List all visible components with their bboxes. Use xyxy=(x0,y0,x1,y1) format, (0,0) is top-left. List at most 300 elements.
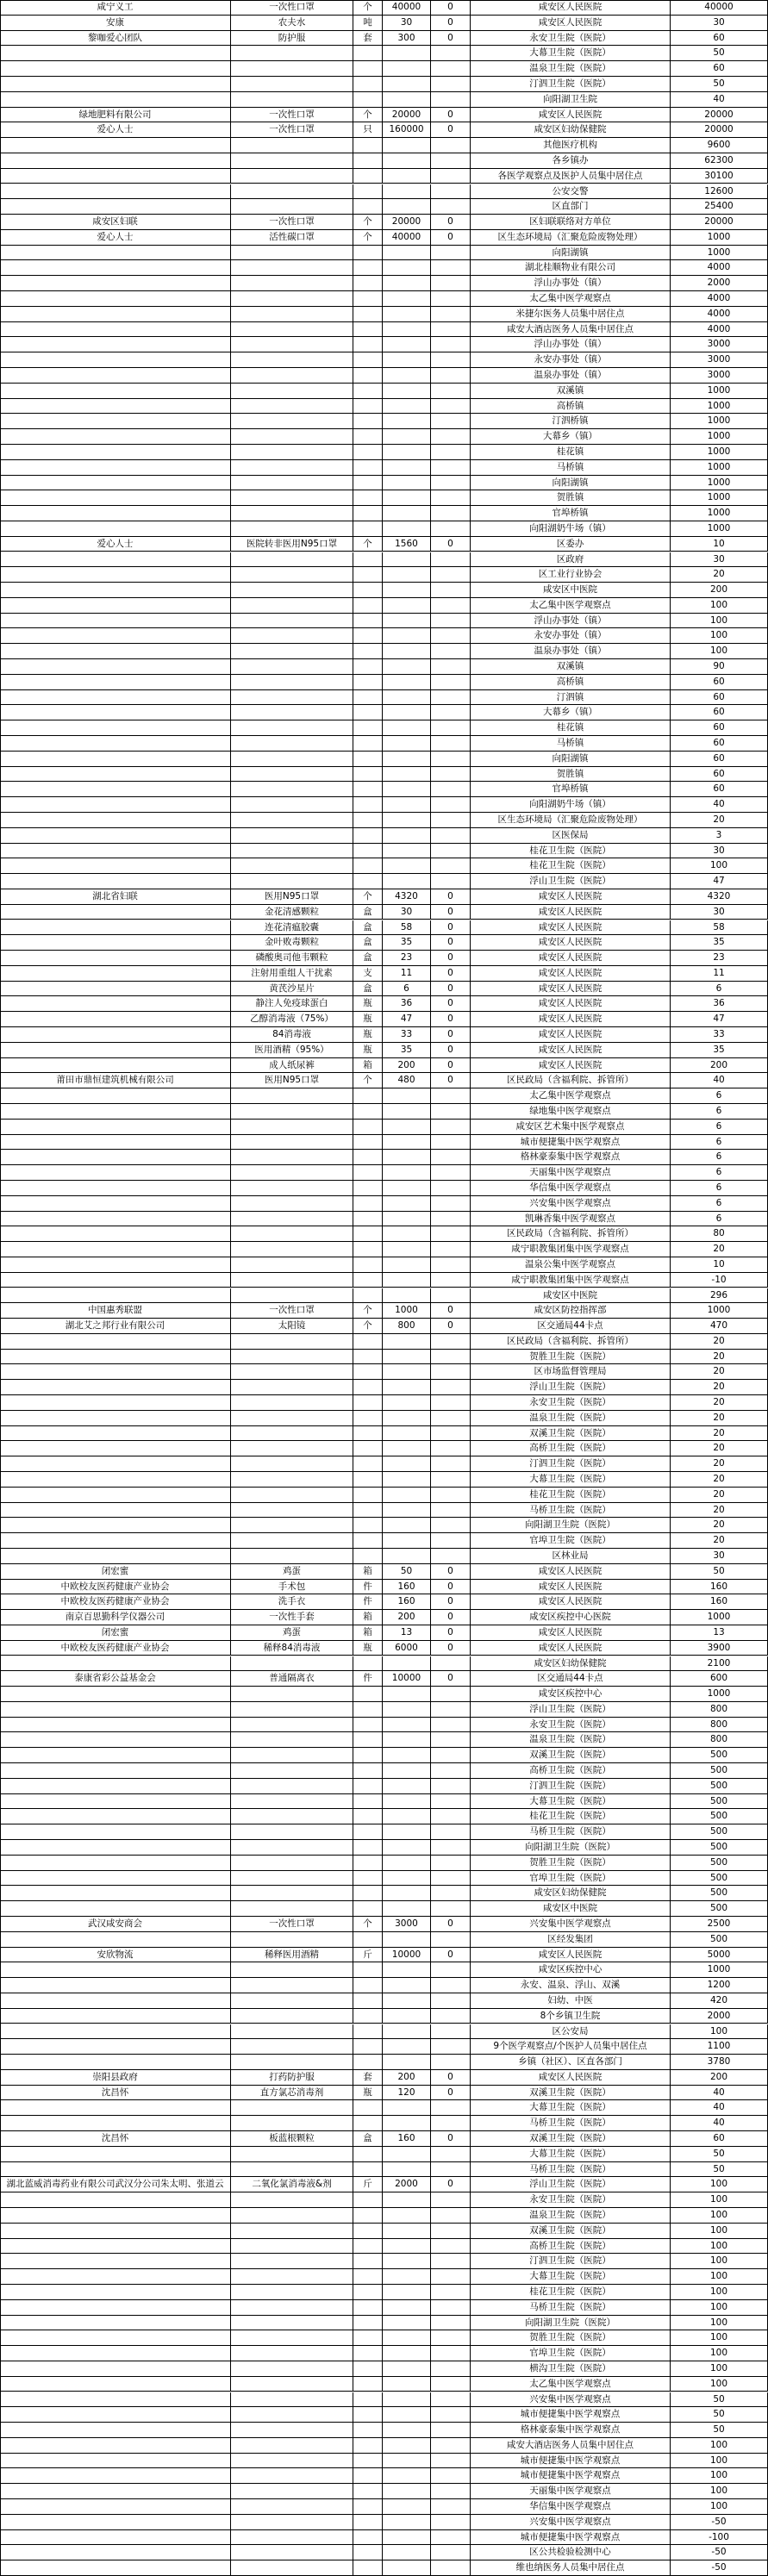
unit-cell: 瓶 xyxy=(353,996,383,1012)
recipient-cell: 向阳湖镇 xyxy=(471,476,671,491)
remaining-cell xyxy=(431,1364,471,1380)
distributed-cell: 60 xyxy=(671,2131,768,2147)
donor-cell xyxy=(0,2009,231,2024)
remaining-cell xyxy=(431,1288,471,1304)
donor-cell xyxy=(0,844,231,859)
item-cell xyxy=(231,460,353,476)
donor-cell xyxy=(0,1886,231,1901)
quantity-cell xyxy=(383,1518,431,1533)
distributed-cell: 1000 xyxy=(671,1610,768,1625)
unit-cell xyxy=(353,2454,383,2469)
donor-cell xyxy=(0,828,231,844)
distributed-cell: 1000 xyxy=(671,490,768,506)
remaining-cell xyxy=(431,1088,471,1104)
item-cell: 手术包 xyxy=(231,1580,353,1595)
donor-cell xyxy=(0,2560,231,2576)
quantity-cell xyxy=(383,429,431,445)
quantity-cell xyxy=(383,675,431,690)
distributed-cell: 100 xyxy=(671,2285,768,2300)
unit-cell: 个 xyxy=(353,1319,383,1334)
unit-cell xyxy=(353,1242,383,1257)
quantity-cell xyxy=(383,2147,431,2162)
item-cell xyxy=(231,1196,353,1212)
distributed-cell: 58 xyxy=(671,920,768,936)
unit-cell xyxy=(353,1196,383,1212)
item-cell xyxy=(231,1441,353,1456)
quantity-cell xyxy=(383,1120,431,1135)
donor-cell xyxy=(0,583,231,598)
donor-cell xyxy=(0,1196,231,1212)
quantity-cell xyxy=(383,1962,431,1978)
remaining-cell xyxy=(431,1135,471,1151)
remaining-cell xyxy=(431,1165,471,1181)
unit-cell xyxy=(353,1426,383,1442)
unit-cell xyxy=(353,1687,383,1702)
item-cell xyxy=(231,77,353,92)
quantity-cell xyxy=(383,767,431,783)
quantity-cell xyxy=(383,199,431,215)
distributed-cell: 500 xyxy=(671,1809,768,1824)
recipient-cell: 大幕卫生院（医院） xyxy=(471,46,671,61)
quantity-cell: 35 xyxy=(383,935,431,951)
remaining-cell xyxy=(431,813,471,828)
remaining-cell: 0 xyxy=(431,935,471,951)
donor-cell xyxy=(0,1809,231,1824)
quantity-cell xyxy=(383,628,431,644)
unit-cell xyxy=(353,1656,383,1672)
item-cell xyxy=(231,291,353,307)
item-cell xyxy=(231,2192,353,2208)
donor-cell xyxy=(0,199,231,215)
quantity-cell: 6000 xyxy=(383,1641,431,1656)
quantity-cell: 30 xyxy=(383,905,431,920)
quantity-cell xyxy=(383,476,431,491)
unit-cell xyxy=(353,1518,383,1533)
item-cell: 防护服 xyxy=(231,31,353,47)
recipient-cell: 咸安大酒店医务人员集中居住点 xyxy=(471,2438,671,2454)
quantity-cell xyxy=(383,720,431,736)
item-cell xyxy=(231,1886,353,1901)
item-cell xyxy=(231,1732,353,1748)
distributed-cell: 50 xyxy=(671,2423,768,2438)
remaining-cell xyxy=(431,1150,471,1165)
distributed-cell: 500 xyxy=(671,1748,768,1763)
remaining-cell xyxy=(431,153,471,169)
distributed-cell: 20 xyxy=(671,1350,768,1365)
distributed-cell: 100 xyxy=(671,2024,768,2040)
unit-cell xyxy=(353,2392,383,2408)
recipient-cell: 区委办 xyxy=(471,537,671,552)
donor-cell xyxy=(0,874,231,889)
quantity-cell xyxy=(383,1856,431,1871)
item-cell xyxy=(231,1718,353,1733)
recipient-cell: 马桥卫生院（医院） xyxy=(471,2300,671,2316)
item-cell: 打药防护服 xyxy=(231,2070,353,2086)
unit-cell: 件 xyxy=(353,1671,383,1687)
quantity-cell xyxy=(383,2407,431,2423)
recipient-cell: 凯琳香集中医学观察点 xyxy=(471,1212,671,1227)
quantity-cell xyxy=(383,2055,431,2070)
remaining-cell xyxy=(431,1242,471,1257)
donor-cell xyxy=(0,1135,231,1151)
remaining-cell: 0 xyxy=(431,996,471,1012)
recipient-cell: 向阳湖卫生院（医院） xyxy=(471,1518,671,1533)
recipient-cell: 咸安区人民医院 xyxy=(471,0,671,16)
quantity-cell xyxy=(383,1226,431,1242)
item-cell xyxy=(231,153,353,169)
remaining-cell xyxy=(431,1411,471,1426)
quantity-cell xyxy=(383,2269,431,2285)
unit-cell: 瓶 xyxy=(353,1012,383,1027)
remaining-cell xyxy=(431,2224,471,2239)
recipient-cell: 咸安区人民医院 xyxy=(471,108,671,123)
quantity-cell xyxy=(383,1181,431,1196)
remaining-cell xyxy=(431,1472,471,1488)
quantity-cell xyxy=(383,690,431,706)
distributed-cell: 20 xyxy=(671,1533,768,1549)
remaining-cell xyxy=(431,598,471,614)
item-cell: 太阳镜 xyxy=(231,1319,353,1334)
recipient-cell: 其他医疗机构 xyxy=(471,138,671,153)
unit-cell xyxy=(353,1824,383,1840)
donor-cell xyxy=(0,1748,231,1763)
unit-cell xyxy=(353,2162,383,2178)
remaining-cell: 0 xyxy=(431,537,471,552)
item-cell xyxy=(231,736,353,752)
donor-cell xyxy=(0,1779,231,1794)
quantity-cell xyxy=(383,1718,431,1733)
recipient-cell: 汀泗镇 xyxy=(471,690,671,706)
remaining-cell xyxy=(431,2560,471,2576)
distributed-cell: 200 xyxy=(671,2070,768,2086)
distributed-cell: 20 xyxy=(671,1380,768,1395)
donor-cell xyxy=(0,1978,231,1993)
unit-cell xyxy=(353,476,383,491)
remaining-cell xyxy=(431,720,471,736)
unit-cell xyxy=(353,92,383,108)
quantity-cell xyxy=(383,1380,431,1395)
remaining-cell: 0 xyxy=(431,1073,471,1088)
distributed-cell: 3000 xyxy=(671,352,768,368)
donor-cell: 中欧校友医药健康产业协会 xyxy=(0,1594,231,1610)
unit-cell xyxy=(353,2208,383,2224)
item-cell xyxy=(231,1871,353,1887)
donor-cell xyxy=(0,905,231,920)
unit-cell: 盒 xyxy=(353,982,383,997)
recipient-cell: 永安卫生院（医院） xyxy=(471,31,671,47)
quantity-cell xyxy=(383,2009,431,2024)
item-cell xyxy=(231,2423,353,2438)
unit-cell: 个 xyxy=(353,108,383,123)
item-cell: 一次性口罩 xyxy=(231,215,353,230)
item-cell xyxy=(231,61,353,77)
donor-cell xyxy=(0,1472,231,1488)
remaining-cell xyxy=(431,1212,471,1227)
quantity-cell: 480 xyxy=(383,1073,431,1088)
remaining-cell xyxy=(431,782,471,797)
recipient-cell: 格林豪泰集中医学观察点 xyxy=(471,1150,671,1165)
recipient-cell: 城市便捷集中医学观察点 xyxy=(471,2468,671,2484)
donor-cell xyxy=(0,352,231,368)
recipient-cell: 区交通局44卡点 xyxy=(471,1671,671,1687)
distributed-cell: 10 xyxy=(671,537,768,552)
quantity-cell xyxy=(383,1809,431,1824)
remaining-cell xyxy=(431,828,471,844)
distributed-cell: 9600 xyxy=(671,138,768,153)
remaining-cell: 0 xyxy=(431,2131,471,2147)
distributed-cell: 420 xyxy=(671,1993,768,2009)
remaining-cell xyxy=(431,1104,471,1120)
quantity-cell xyxy=(383,506,431,521)
distributed-cell: 470 xyxy=(671,1319,768,1334)
quantity-cell xyxy=(383,858,431,874)
remaining-cell xyxy=(431,384,471,399)
donor-cell xyxy=(0,2530,231,2546)
item-cell xyxy=(231,1088,353,1104)
remaining-cell xyxy=(431,1779,471,1794)
remaining-cell xyxy=(431,246,471,261)
quantity-cell: 1560 xyxy=(383,537,431,552)
donor-cell xyxy=(0,1901,231,1917)
item-cell xyxy=(231,1503,353,1519)
unit-cell xyxy=(353,1212,383,1227)
item-cell xyxy=(231,1456,353,1472)
unit-cell xyxy=(353,199,383,215)
distributed-cell: 20 xyxy=(671,567,768,583)
unit-cell xyxy=(353,2285,383,2300)
item-cell xyxy=(231,1488,353,1503)
recipient-cell: 汀泗桥镇 xyxy=(471,414,671,429)
unit-cell xyxy=(353,1120,383,1135)
unit-cell xyxy=(353,1533,383,1549)
remaining-cell: 0 xyxy=(431,1012,471,1027)
item-cell xyxy=(231,874,353,889)
quantity-cell: 160 xyxy=(383,1594,431,1610)
recipient-cell: 大幕卫生院（医院） xyxy=(471,2269,671,2285)
recipient-cell: 咸安区人民医院 xyxy=(471,1641,671,1656)
unit-cell xyxy=(353,307,383,322)
unit-cell xyxy=(353,1978,383,1993)
recipient-cell: 咸安区人民医院 xyxy=(471,935,671,951)
remaining-cell xyxy=(431,2192,471,2208)
donor-cell xyxy=(0,414,231,429)
remaining-cell: 0 xyxy=(431,1948,471,1963)
quantity-cell xyxy=(383,1273,431,1288)
donor-cell xyxy=(0,690,231,706)
recipient-cell: 官埠桥镇 xyxy=(471,782,671,797)
distributed-cell: 100 xyxy=(671,2316,768,2331)
recipient-cell: 贺胜镇 xyxy=(471,767,671,783)
distributed-cell: 3000 xyxy=(671,337,768,352)
remaining-cell xyxy=(431,1978,471,1993)
unit-cell xyxy=(353,1441,383,1456)
unit-cell: 斤 xyxy=(353,1948,383,1963)
distributed-cell: 800 xyxy=(671,1702,768,1718)
recipient-cell: 马桥卫生院（医院） xyxy=(471,1503,671,1519)
quantity-cell xyxy=(383,490,431,506)
remaining-cell xyxy=(431,1518,471,1533)
remaining-cell xyxy=(431,322,471,338)
distributed-cell: 30 xyxy=(671,1549,768,1564)
unit-cell xyxy=(353,352,383,368)
distributed-cell: 20 xyxy=(671,1364,768,1380)
unit-cell: 盒 xyxy=(353,920,383,936)
donor-cell xyxy=(0,813,231,828)
remaining-cell xyxy=(431,583,471,598)
quantity-cell: 20000 xyxy=(383,108,431,123)
donor-cell: 中欧校友医药健康产业协会 xyxy=(0,1641,231,1656)
remaining-cell: 0 xyxy=(431,122,471,138)
distributed-cell: -50 xyxy=(671,2560,768,2576)
recipient-cell: 向阳湖镇 xyxy=(471,246,671,261)
donor-cell xyxy=(0,982,231,997)
unit-cell xyxy=(353,2116,383,2131)
item-cell xyxy=(231,720,353,736)
unit-cell xyxy=(353,2009,383,2024)
recipient-cell: 向阳湖镇 xyxy=(471,752,671,767)
quantity-cell xyxy=(383,260,431,276)
unit-cell xyxy=(353,337,383,352)
quantity-cell xyxy=(383,1732,431,1748)
recipient-cell: 区妇联联络对方单位 xyxy=(471,215,671,230)
unit-cell: 盒 xyxy=(353,905,383,920)
unit-cell xyxy=(353,2515,383,2530)
item-cell xyxy=(231,1472,353,1488)
item-cell xyxy=(231,169,353,184)
quantity-cell xyxy=(383,368,431,384)
remaining-cell xyxy=(431,2392,471,2408)
remaining-cell xyxy=(431,1886,471,1901)
recipient-cell: 区生态环境局（汇聚危险废物处理） xyxy=(471,230,671,246)
item-cell: 一次性口罩 xyxy=(231,122,353,138)
recipient-cell: 咸安区人民医院 xyxy=(471,1043,671,1058)
unit-cell xyxy=(353,1901,383,1917)
remaining-cell xyxy=(431,2009,471,2024)
remaining-cell xyxy=(431,858,471,874)
unit-cell xyxy=(353,1456,383,1472)
recipient-cell: 公安交警 xyxy=(471,184,671,200)
quantity-cell xyxy=(383,1350,431,1365)
item-cell xyxy=(231,2039,353,2055)
remaining-cell xyxy=(431,307,471,322)
remaining-cell: 0 xyxy=(431,889,471,905)
unit-cell xyxy=(353,460,383,476)
donor-cell: 湖北蓝威消毒药业有限公司武汉分公司朱太明、张道云 xyxy=(0,2177,231,2192)
remaining-cell xyxy=(431,2162,471,2178)
remaining-cell xyxy=(431,1120,471,1135)
donor-cell xyxy=(0,322,231,338)
distributed-cell: 1000 xyxy=(671,460,768,476)
remaining-cell xyxy=(431,490,471,506)
remaining-cell xyxy=(431,1273,471,1288)
unit-cell: 箱 xyxy=(353,1625,383,1641)
donor-cell xyxy=(0,77,231,92)
item-cell: 磷酸奥司他韦颗粒 xyxy=(231,951,353,966)
donor-cell xyxy=(0,1518,231,1533)
recipient-cell: 桂花卫生院（医院） xyxy=(471,858,671,874)
distributed-cell: 1100 xyxy=(671,2039,768,2055)
item-cell xyxy=(231,1702,353,1718)
unit-cell xyxy=(353,2330,383,2346)
remaining-cell xyxy=(431,1395,471,1411)
quantity-cell xyxy=(383,1824,431,1840)
donor-cell: 崇阳县政府 xyxy=(0,2070,231,2086)
unit-cell xyxy=(353,1549,383,1564)
remaining-cell: 0 xyxy=(431,1058,471,1074)
quantity-cell: 40000 xyxy=(383,0,431,16)
donor-cell xyxy=(0,92,231,108)
quantity-cell xyxy=(383,1334,431,1350)
distributed-cell: 500 xyxy=(671,1824,768,1840)
unit-cell xyxy=(353,1809,383,1824)
recipient-cell: 咸安区人民医院 xyxy=(471,1564,671,1580)
distributed-cell: 100 xyxy=(671,2239,768,2255)
item-cell xyxy=(231,844,353,859)
remaining-cell xyxy=(431,46,471,61)
unit-cell xyxy=(353,429,383,445)
distributed-cell: 6 xyxy=(671,1104,768,1120)
quantity-cell xyxy=(383,1503,431,1519)
remaining-cell xyxy=(431,1533,471,1549)
recipient-cell: 永安卫生院（医院） xyxy=(471,2192,671,2208)
item-cell xyxy=(231,2515,353,2530)
remaining-cell xyxy=(431,414,471,429)
unit-cell xyxy=(353,2192,383,2208)
donor-cell xyxy=(0,368,231,384)
unit-cell xyxy=(353,1257,383,1273)
donor-cell xyxy=(0,1840,231,1856)
donor-cell xyxy=(0,169,231,184)
item-cell xyxy=(231,2377,353,2392)
quantity-cell xyxy=(383,2515,431,2530)
remaining-cell xyxy=(431,1257,471,1273)
unit-cell xyxy=(353,858,383,874)
recipient-cell: 向阳湖卫生院 xyxy=(471,92,671,108)
unit-cell xyxy=(353,1748,383,1763)
recipient-cell: 永安卫生院（医院） xyxy=(471,1718,671,1733)
remaining-cell xyxy=(431,2254,471,2269)
unit-cell xyxy=(353,1334,383,1350)
unit-cell xyxy=(353,2254,383,2269)
distributed-cell: 80 xyxy=(671,1226,768,1242)
donor-cell xyxy=(0,1856,231,1871)
item-cell xyxy=(231,767,353,783)
remaining-cell: 0 xyxy=(431,2177,471,2192)
distributed-cell: 100 xyxy=(671,2346,768,2361)
distributed-cell: 20 xyxy=(671,1395,768,1411)
quantity-cell xyxy=(383,460,431,476)
remaining-cell xyxy=(431,690,471,706)
quantity-cell: 33 xyxy=(383,1027,431,1043)
distributed-cell: 30 xyxy=(671,844,768,859)
remaining-cell xyxy=(431,874,471,889)
quantity-cell xyxy=(383,276,431,291)
recipient-cell: 城市便捷集中医学观察点 xyxy=(471,2530,671,2546)
recipient-cell: 太乙集中医学观察点 xyxy=(471,2377,671,2392)
remaining-cell xyxy=(431,429,471,445)
unit-cell: 瓶 xyxy=(353,1641,383,1656)
recipient-cell: 马桥镇 xyxy=(471,460,671,476)
distributed-cell: 40 xyxy=(671,797,768,813)
distributed-cell: 20 xyxy=(671,813,768,828)
quantity-cell xyxy=(383,598,431,614)
donor-cell: 湖北艾之邦行业有限公司 xyxy=(0,1319,231,1334)
recipient-cell: 高桥卫生院（医院） xyxy=(471,2239,671,2255)
item-cell xyxy=(231,1395,353,1411)
recipient-cell: 咸安区妇幼保健院 xyxy=(471,122,671,138)
quantity-cell xyxy=(383,2254,431,2269)
remaining-cell xyxy=(431,2285,471,2300)
